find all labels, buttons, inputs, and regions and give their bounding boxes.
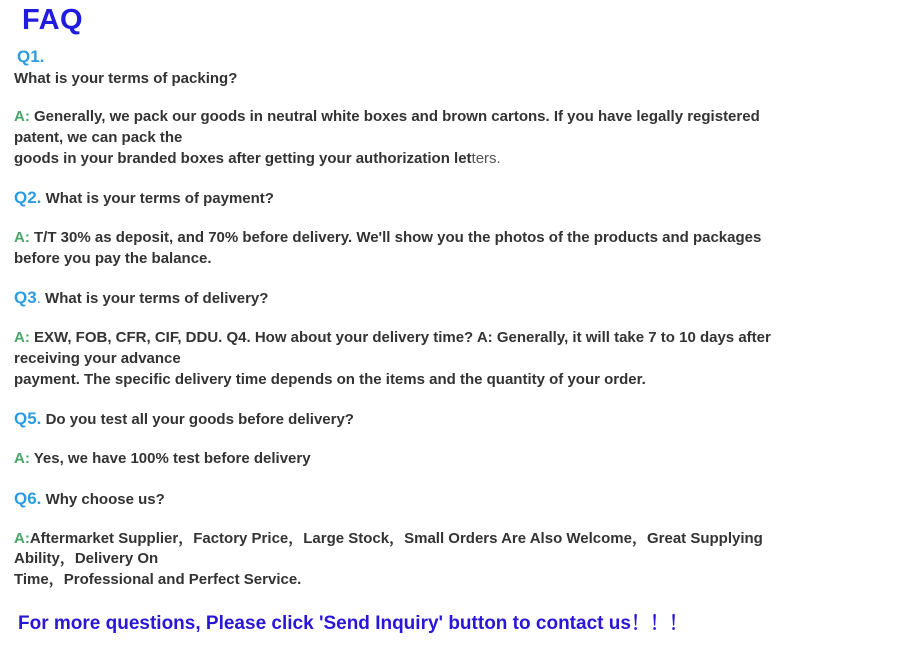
question-number: Q5. [14, 409, 42, 428]
answer-prefix: A: [14, 229, 30, 246]
answer-5-line-1 [14, 448, 774, 469]
answer-2-line-1 [14, 227, 774, 248]
answer-prefix: A: [14, 329, 30, 346]
answer-prefix: A: [14, 450, 30, 467]
question-1 [14, 46, 774, 68]
answer-6-line-1 [14, 528, 774, 549]
faq-title: FAQ [22, 4, 84, 36]
answer-text-thin: ters. [471, 150, 501, 167]
answer-text: EXW, FOB, CFR, CIF, DDU. Q4. How about your delivery time? A: Generally, it will take 7 to 10 days after [34, 329, 771, 346]
answer-3-line-2: receiving your advance [14, 350, 181, 367]
question-6 [14, 488, 774, 510]
question-3 [14, 287, 774, 309]
answer-text: T/T 30% as deposit, and 70% before delivery. We'll show you the photos of the products and packages [34, 229, 762, 246]
answer-text: Aftermarket Supplier，Factory Price，Large Stock，Small Orders Are Also Welcome，Great Supplying [29, 530, 763, 547]
question-text: Do you test all your goods before delivery? [45, 411, 354, 428]
answer-2-line-2: before you pay the balance. [14, 250, 212, 267]
answer-1-line-2: patent, we can pack the [14, 129, 183, 146]
answer-prefix: A: [14, 108, 30, 125]
answer-prefix: A: [14, 530, 30, 547]
question-1-text: What is your terms of packing? [14, 70, 238, 87]
question-5 [14, 408, 774, 430]
answer-6-line-3: Time，Professional and Perfect Service. [14, 571, 302, 588]
question-number: Q6. [14, 489, 42, 508]
question-separator: . [36, 290, 41, 307]
answer-text: Generally, we pack our goods in neutral white boxes and brown cartons. If you have legally registered [34, 108, 760, 125]
answer-text: Yes, we have 100% test before delivery [33, 450, 311, 467]
answer-3-line-3: payment. The specific delivery time depends on the items and the quantity of your order. [14, 371, 646, 388]
answer-3-line-1 [14, 327, 774, 348]
contact-prompt: For more questions, Please click 'Send Inquiry' button to contact us！！！ [18, 613, 688, 634]
question-number: Q2. [14, 188, 42, 207]
question-number: Q1. [17, 47, 45, 66]
answer-1-line-1 [14, 106, 774, 127]
question-text: Why choose us? [45, 491, 165, 508]
question-text: What is your terms of delivery? [45, 290, 269, 307]
answer-text: goods in your branded boxes after getting your authorization let [14, 150, 472, 167]
question-number: Q3 [14, 288, 37, 307]
question-text: What is your terms of payment? [45, 190, 274, 207]
answer-1-line-3 [14, 148, 774, 169]
question-2 [14, 187, 774, 209]
answer-6-line-2: Ability，Delivery On [14, 550, 159, 567]
